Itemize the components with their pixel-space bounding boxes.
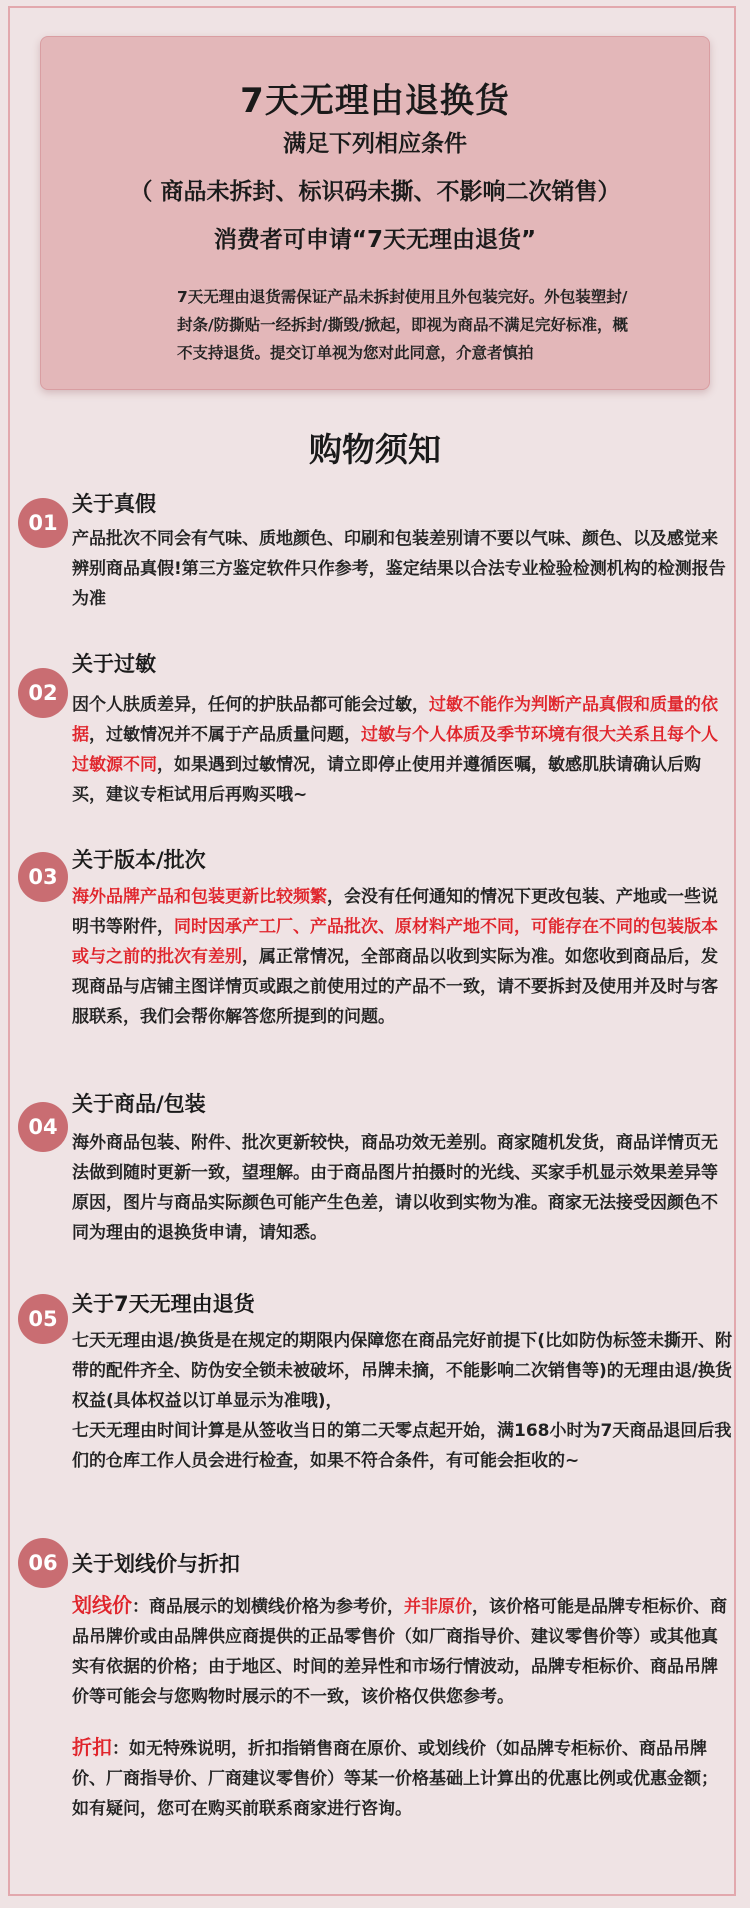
section-body [72,1326,732,1476]
section-body [72,1128,732,1248]
return-condition-list: （ 商品未拆封、标识码未撕、不影响二次销售） [129,179,621,205]
section-title: 关于过敏 [72,652,156,676]
highlight-text: 过敏与个人体质及季节环境有很大关系且每个人过敏源不同 [72,725,718,775]
paragraph-strike-price [72,1590,732,1712]
body-text: 产品批次不同会有气味、质地颜色、印刷和包装差别请不要以气味、颜色、以及感觉来辨别商品真假!第三方鉴定软件只作参考，鉴定结果以合法专业检验检测机构的检测报告为准 [72,529,726,609]
section-number-badge: 05 [18,1294,68,1344]
section-body [72,524,732,614]
body-text: ，会没有任何通知的情况下更改包装、产地或一些说明书等附件， [72,887,718,937]
body-text: 海外商品包装、附件、批次更新较快，商品功效无差别。商家随机发货，商品详情页无法做到随时更新一致，望理解。由于商品图片拍摄时的光线、买家手机显示效果差异等原因，图片与商品实际颜色可能产生色差，请以收到实物为准。商家无法接受因颜色不同为理由的退换货申请，请知悉。 [72,1133,718,1243]
return-policy-box [40,36,710,390]
section-number-badge: 01 [18,498,68,548]
section-number-badge: 02 [18,668,68,718]
body-text: ：如无特殊说明，折扣指销售商在原价、或划线价（如品牌专柜标价、商品吊牌价、厂商指导价、厂商建议零售价）等某一价格基础上计算出的优惠比例或优惠金额；如有疑问，您可在购买前联系商家进行咨询。 [72,1739,718,1819]
body-text: ，如果遇到过敏情况，请立即停止使用并遵循医嘱，敏感肌肤请确认后购买，建议专柜试用后再购买哦~ [72,755,701,805]
return-condition-result: 消费者可申请“7天无理由退货” [213,227,537,253]
section-title: 关于版本/批次 [72,848,206,872]
section-body [72,882,732,1032]
highlight-text: 过敏不能作为判断产品真假和质量的依据 [72,695,718,745]
body-text: 因个人肤质差异，任何的护肤品都可能会过敏， [72,695,429,715]
body-text: ，属正常情况，全部商品以收到实际为准。如您收到商品后，发现商品与店铺主图详情页或跟之前使用过的产品不一致，请不要拆封及使用并及时与客服联系，我们会帮你解答您所提到的问题。 [72,947,718,1027]
section-body [72,690,732,810]
section-title: 关于真假 [72,492,156,516]
return-policy-title: 7天无理由退换货 [240,81,510,121]
label-discount: 折扣 [72,1735,112,1759]
section-title: 关于商品/包装 [72,1092,206,1116]
body-text: ，该价格可能是品牌专柜标价、商品吊牌价或由品牌供应商提供的正品零售价（如厂商指导价、建议零售价等）或其他真实有依据的价格；由于地区、时间的差异性和市场行情波动，品牌专柜标价、商品吊牌价等可能会与您购物时展示的不一致，该价格仅供您参考。 [72,1597,727,1707]
highlight-text: 海外品牌产品和包装更新比较频繁 [72,887,327,907]
highlight-text: 同时因承产工厂、产品批次、原材料产地不同，可能存在不同的包装版本或与之前的批次有差别 [72,917,718,967]
body-text: 七天无理由时间计算是从签收当日的第二天零点起开始，满168小时为7天商品退回后我们的仓库工作人员会进行检查，如果不符合条件，有可能会拒收的~ [72,1421,732,1471]
section-number-badge: 06 [18,1538,68,1588]
body-text: ：商品展示的划横线价格为参考价， [132,1597,404,1617]
label-strike-price: 划线价 [72,1593,132,1617]
section-number-badge: 04 [18,1102,68,1152]
return-condition-heading: 满足下列相应条件 [283,131,467,157]
section-title: 关于划线价与折扣 [72,1552,240,1576]
body-text: 七天无理由退/换货是在规定的期限内保障您在商品完好前提下(比如防伪标签未撕开、附带的配件齐全、防伪安全锁未被破坏，吊牌未摘，不能影响二次销售等)的无理由退/换货权益(具体权益以订单显示为准哦)， [72,1331,732,1411]
body-text: ，过敏情况并不属于产品质量问题， [89,725,361,745]
section-body [72,1590,732,1824]
highlight-text: 并非原价 [404,1597,472,1617]
shopping-notice-title: 购物须知 [309,430,441,469]
return-policy-note: 7天无理由退货需保证产品未拆封使用且外包装完好。外包装塑封/封条/防撕贴一经拆封/撕毁/掀起，即视为商品不满足完好标准，概不支持退货。提交订单视为您对此同意，介意者慎拍 [177,288,628,362]
section-number-badge: 03 [18,852,68,902]
section-title: 关于7天无理由退货 [72,1292,255,1316]
paragraph-discount [72,1732,732,1824]
